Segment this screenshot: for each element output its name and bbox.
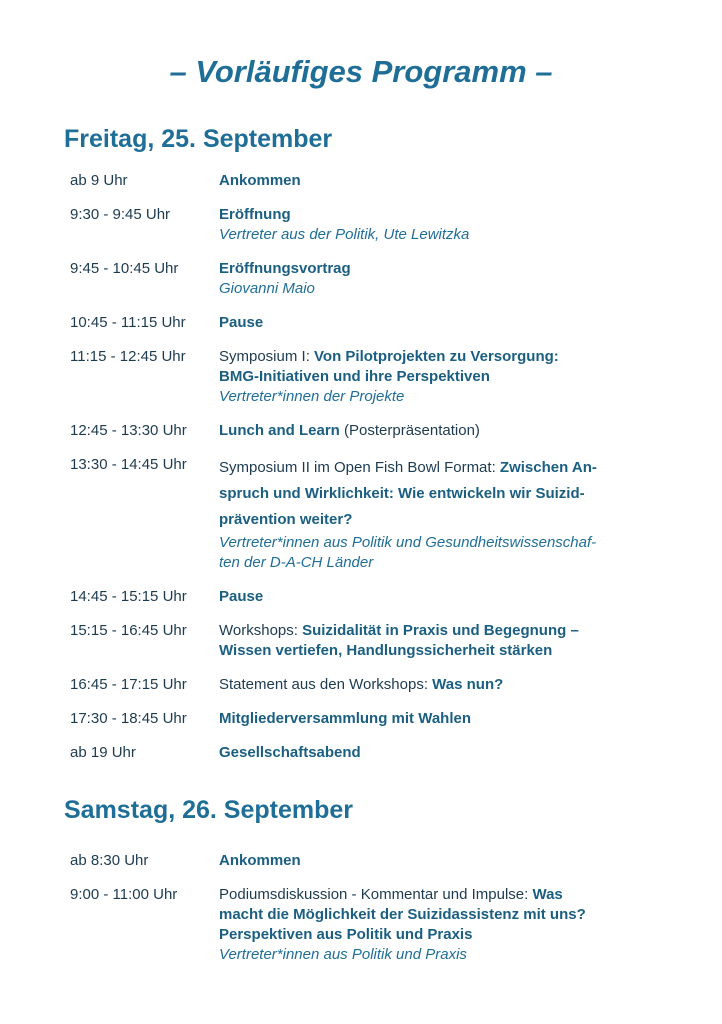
schedule-saturday [70,851,670,979]
schedule-content [219,313,670,333]
schedule-content [219,347,670,407]
session-title: Ankommen [219,172,301,189]
schedule-content [219,587,670,607]
schedule-time: 16:45 - 17:15 Uhr [70,676,187,693]
session-title: Lunch and Learn [219,422,340,439]
session-title-continued: BMG-Initiativen und ihre Perspektiven [219,368,490,385]
schedule-row [70,455,670,573]
schedule-row [70,313,670,333]
session-title: Eröffnung [219,206,291,223]
schedule-time: ab 9 Uhr [70,172,128,189]
schedule-content [219,675,670,695]
schedule-time: 10:45 - 11:15 Uhr [70,314,186,331]
schedule-row [70,621,670,661]
schedule-content [219,885,670,965]
page-title: – Vorläufiges Programm – [169,54,553,89]
schedule-content [219,421,670,441]
session-title: Pause [219,588,264,605]
schedule-row [70,347,670,407]
schedule-content [219,621,670,661]
session-speakers: Vertreter*innen aus Politik und Gesundheitswissenschaf- [219,534,597,551]
schedule-time: ab 19 Uhr [70,744,136,761]
session-speakers-continued: ten der D-A-CH Länder [219,554,374,571]
schedule-friday [70,171,670,777]
schedule-time: 13:30 - 14:45 Uhr [70,456,187,473]
session-title: Mitgliederversammlung mit Wahlen [219,710,471,727]
schedule-row [70,259,670,299]
schedule-row [70,171,670,191]
schedule-time: 11:15 - 12:45 Uhr [70,348,186,365]
schedule-time: 15:15 - 16:45 Uhr [70,622,187,639]
session-title-continued: spruch und Wirklichkeit: Wie entwickeln wir Suizid- [219,485,585,502]
session-prefix: Workshops: [219,622,303,639]
session-speakers: Vertreter*innen aus Politik und Praxis [219,946,467,963]
session-suffix: (Posterpräsentation) [339,422,480,439]
session-prefix: Symposium II im Open Fish Bowl Format: [219,459,500,476]
schedule-time: 9:45 - 10:45 Uhr [70,260,179,277]
session-prefix: Statement aus den Workshops: [219,676,433,693]
schedule-time: 12:45 - 13:30 Uhr [70,422,187,439]
session-title: Ankommen [219,852,301,869]
day-heading-friday: Freitag, 25. September [64,125,333,153]
schedule-row [70,709,670,729]
schedule-row [70,587,670,607]
session-speakers: Vertreter*innen der Projekte [219,388,405,405]
session-title-continued: prävention weiter? [219,511,353,528]
session-title-continued: macht die Möglichkeit der Suizidassistenz mit uns? [219,906,586,923]
session-speakers: Vertreter aus der Politik, Ute Lewitzka [219,226,470,243]
schedule-content [219,171,670,191]
schedule-row [70,743,670,763]
schedule-time: ab 8:30 Uhr [70,852,149,869]
session-title: Gesellschaftsabend [219,744,361,761]
session-title: Von Pilotprojekten zu Versorgung: [314,348,559,365]
schedule-time: 9:30 - 9:45 Uhr [70,206,171,223]
schedule-row [70,421,670,441]
session-speakers: Giovanni Maio [219,280,315,297]
session-title: Zwischen An- [499,459,597,476]
schedule-time: 17:30 - 18:45 Uhr [70,710,187,727]
schedule-content [219,259,670,299]
schedule-time: 9:00 - 11:00 Uhr [70,886,178,903]
schedule-content [219,455,670,573]
session-title: Was [532,886,563,903]
session-title: Pause [219,314,264,331]
session-title: Was nun? [432,676,504,693]
schedule-time: 14:45 - 15:15 Uhr [70,588,187,605]
schedule-content [219,709,670,729]
session-title-continued: Wissen vertiefen, Handlungssicherheit stärken [219,642,553,659]
session-title: Eröffnungsvortrag [219,260,351,277]
schedule-row [70,851,670,871]
schedule-content [219,851,670,871]
session-title-continued: Perspektiven aus Politik und Praxis [219,926,473,943]
session-prefix: Podiumsdiskussion - Kommentar und Impulse: [219,886,533,903]
schedule-row [70,205,670,245]
schedule-row [70,675,670,695]
schedule-content [219,743,670,763]
session-prefix: Symposium I: [219,348,315,365]
schedule-content [219,205,670,245]
day-heading-saturday: Samstag, 26. September [64,796,354,824]
schedule-row [70,885,670,965]
session-title: Suizidalität in Praxis und Begegnung – [302,622,579,639]
